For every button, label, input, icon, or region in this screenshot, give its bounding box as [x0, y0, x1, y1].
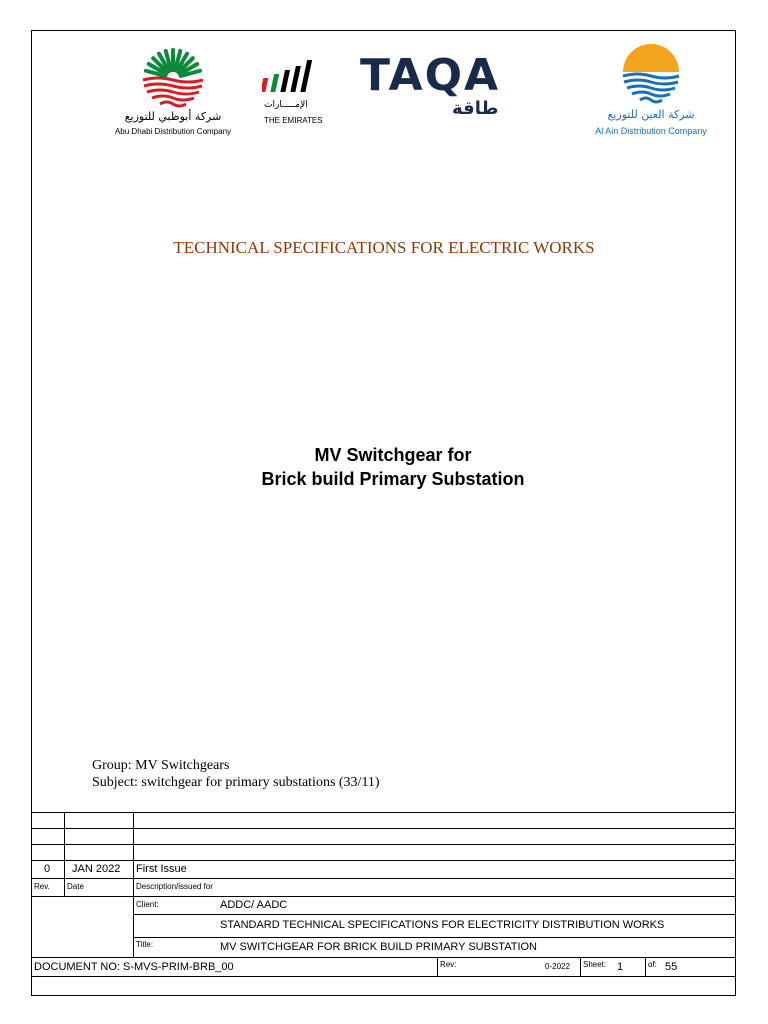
- group-subject-block: [92, 757, 380, 791]
- aadc-arabic-name: شركة العين للتوزيع: [607, 108, 695, 121]
- aadc-emblem-icon: [586, 44, 716, 106]
- aadc-logo: [586, 44, 716, 139]
- subject-text: Subject: switchgear for primary substations (33/11): [92, 775, 380, 790]
- spec-heading: TECHNICAL SPECIFICATIONS FOR ELECTRIC WORKS: [173, 238, 595, 257]
- taqa-latin-text: TAQA: [360, 50, 501, 101]
- document-title: [0, 443, 768, 491]
- addc-logo: [108, 44, 238, 139]
- emirates-logo: [258, 56, 328, 131]
- addc-english-name: Abu Dhabi Distribution Company: [114, 127, 232, 136]
- rev-description-cell: First Issue: [136, 863, 187, 875]
- description-header: Description/issued for: [136, 882, 213, 891]
- client-label: Client:: [136, 900, 159, 909]
- document-title-line2: Brick build Primary Substation: [261, 469, 525, 489]
- standard-text: STANDARD TECHNICAL SPECIFICATIONS FOR ELECTRICITY DISTRIBUTION WORKS: [220, 919, 665, 931]
- aadc-english-name: Al Ain Distribution Company: [595, 126, 707, 136]
- sheet-value: 1: [617, 961, 624, 973]
- rev-header: Rev.: [34, 882, 50, 891]
- rev-value: 0-2022: [545, 962, 570, 971]
- addc-emblem-icon: [108, 44, 238, 108]
- rev-number-cell: 0: [44, 863, 51, 875]
- title-label: Title:: [136, 940, 154, 949]
- rev-date-cell: JAN 2022: [72, 863, 121, 875]
- document-title-line1: MV Switchgear for: [314, 445, 472, 465]
- page-frame: [31, 30, 736, 996]
- taqa-arabic-text: طاقة: [452, 98, 499, 119]
- emirates-arabic-name: الإمـــــارات: [264, 100, 308, 110]
- document-number: DOCUMENT NO: S-MVS-PRIM-BRB_00: [34, 961, 234, 973]
- emirates-emblem-icon: [262, 56, 326, 96]
- taqa-logo: [360, 50, 550, 122]
- of-label: of:: [648, 960, 657, 969]
- emirates-english-name: THE EMIRATES: [264, 116, 323, 125]
- rev-label: Rev:: [440, 960, 457, 969]
- client-value: ADDC/ AADC: [220, 899, 288, 911]
- addc-arabic-name: شركة أبوظبي للتوزيع: [124, 110, 222, 123]
- date-header: Date: [67, 882, 84, 891]
- group-text: Group: MV Switchgears: [92, 758, 230, 773]
- title-value: MV SWITCHGEAR FOR BRICK BUILD PRIMARY SUBSTATION: [220, 941, 538, 953]
- of-value: 55: [665, 961, 678, 973]
- sheet-label: Sheet:: [583, 960, 607, 969]
